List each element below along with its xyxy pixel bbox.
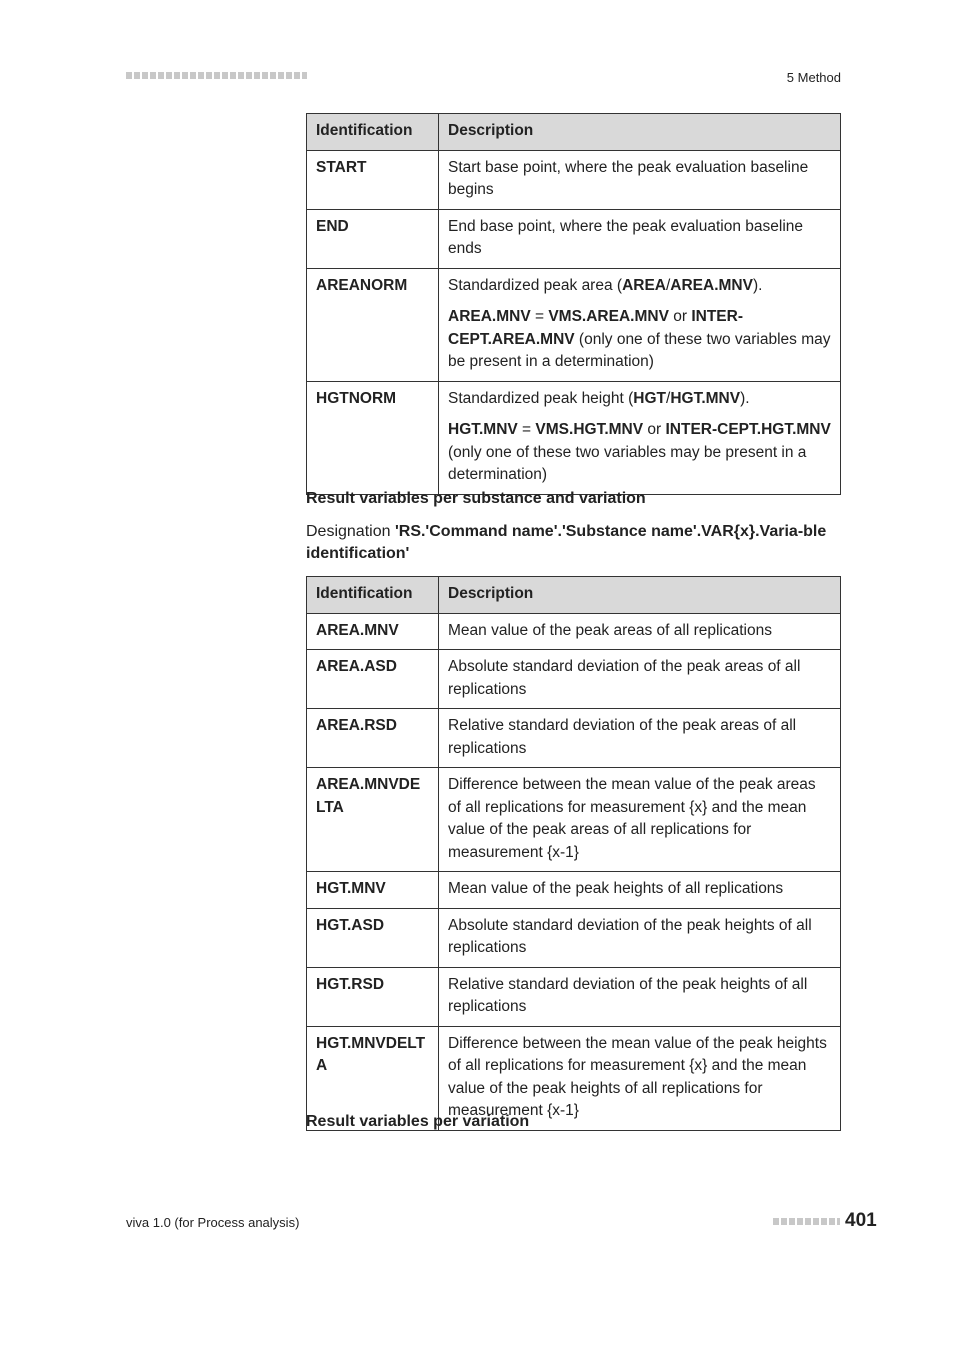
footer-decoration-dots bbox=[773, 1218, 840, 1225]
column-header-description: Description bbox=[439, 114, 841, 151]
table-1-wrapper bbox=[306, 113, 841, 495]
column-header-identification: Identification bbox=[307, 114, 439, 151]
description-text: Standardized peak area (AREA/AREA.MNV). bbox=[448, 276, 763, 294]
table-row bbox=[307, 268, 841, 381]
row-identification: HGT.RSD bbox=[307, 967, 439, 1026]
section-heading-substance-variation: Result variables per substance and variation bbox=[306, 490, 646, 507]
description-text: Start base point, where the peak evaluation baseline begins bbox=[448, 158, 809, 198]
row-identification: HGT.MNVDELTA bbox=[307, 1026, 439, 1130]
table-row bbox=[307, 650, 841, 709]
table-row bbox=[307, 613, 841, 650]
row-identification: HGTNORM bbox=[307, 381, 439, 494]
identification-table-1 bbox=[306, 113, 841, 495]
designation-label: Designation bbox=[306, 523, 395, 540]
table-2-wrapper bbox=[306, 576, 841, 1131]
table-row bbox=[307, 967, 841, 1026]
table-row bbox=[307, 209, 841, 268]
page-number: 401 bbox=[845, 1210, 877, 1231]
row-identification: AREA.MNVDELTA bbox=[307, 768, 439, 872]
row-identification: AREANORM bbox=[307, 268, 439, 381]
row-description: Difference between the mean value of the peak areas of all replications for measurement {x} and the mean value of the peak areas of all replications for measurement {x-1} bbox=[439, 768, 841, 872]
row-identification: AREA.ASD bbox=[307, 650, 439, 709]
row-identification: START bbox=[307, 150, 439, 209]
column-header-description: Description bbox=[439, 577, 841, 614]
row-description: Absolute standard deviation of the peak areas of all replications bbox=[439, 650, 841, 709]
section-heading-variation: Result variables per variation bbox=[306, 1113, 530, 1130]
row-identification: END bbox=[307, 209, 439, 268]
table-header-row bbox=[307, 577, 841, 614]
row-description bbox=[439, 150, 841, 209]
column-header-identification: Identification bbox=[307, 577, 439, 614]
row-identification: HGT.ASD bbox=[307, 908, 439, 967]
table-row bbox=[307, 381, 841, 494]
row-description bbox=[439, 268, 841, 381]
designation-value: 'RS.'Command name'.'Substance name'.VAR{x}.Varia-ble identification' bbox=[306, 523, 827, 562]
table-row bbox=[307, 872, 841, 909]
table-header-row bbox=[307, 114, 841, 151]
designation-line bbox=[306, 521, 841, 565]
table-row bbox=[307, 908, 841, 967]
table-row bbox=[307, 150, 841, 209]
description-formula: AREA.MNV = VMS.AREA.MNV or INTER-CEPT.AREA.MNV (only one of these two variables may be present in a determination) bbox=[448, 308, 831, 370]
row-description: Mean value of the peak areas of all replications bbox=[439, 613, 841, 650]
row-description: Relative standard deviation of the peak heights of all replications bbox=[439, 967, 841, 1026]
description-text: Standardized peak height (HGT/HGT.MNV). bbox=[448, 389, 750, 407]
row-identification: HGT.MNV bbox=[307, 872, 439, 909]
row-description: Mean value of the peak heights of all replications bbox=[439, 872, 841, 909]
description-formula: HGT.MNV = VMS.HGT.MNV or INTER-CEPT.HGT.MNV (only one of these two variables may be present in a determination) bbox=[448, 421, 831, 483]
table-row bbox=[307, 709, 841, 768]
header-decoration-dots bbox=[126, 72, 307, 79]
row-description bbox=[439, 209, 841, 268]
row-description bbox=[439, 381, 841, 494]
row-identification: AREA.RSD bbox=[307, 709, 439, 768]
row-description: Relative standard deviation of the peak areas of all replications bbox=[439, 709, 841, 768]
header-section-title: 5 Method bbox=[786, 70, 841, 85]
row-description: Difference between the mean value of the peak heights of all replications for measurement {x} and the mean value of the peak heights of all replications for measurement {x-1} bbox=[439, 1026, 841, 1130]
identification-table-2 bbox=[306, 576, 841, 1131]
footer-product-name: viva 1.0 (for Process analysis) bbox=[126, 1215, 300, 1230]
row-identification: AREA.MNV bbox=[307, 613, 439, 650]
row-description: Absolute standard deviation of the peak heights of all replications bbox=[439, 908, 841, 967]
table-row bbox=[307, 768, 841, 872]
description-text: End base point, where the peak evaluation baseline ends bbox=[448, 217, 804, 257]
